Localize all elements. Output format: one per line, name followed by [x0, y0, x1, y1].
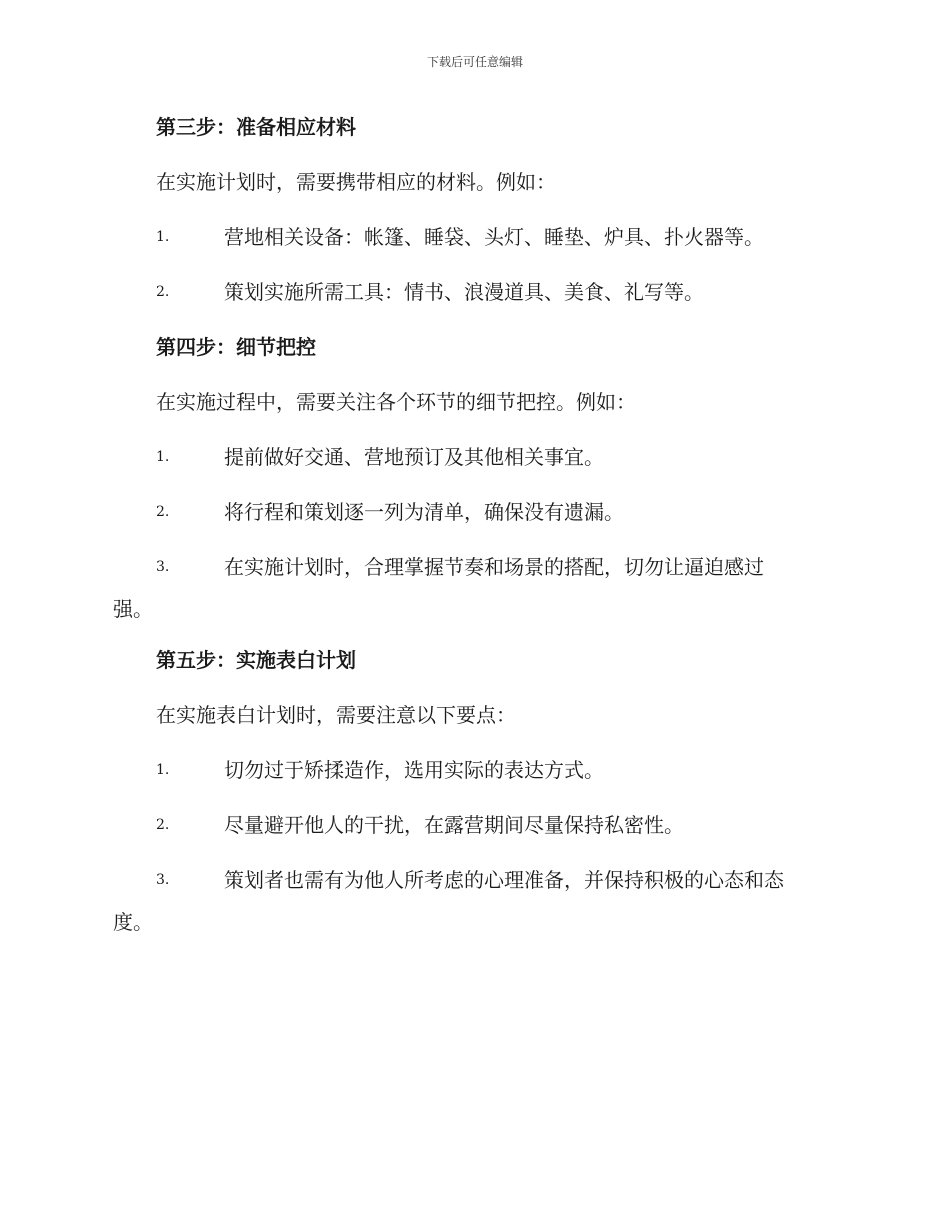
list-text: 将行程和策划逐一列为清单，确保没有遗漏。 [224, 500, 624, 524]
list-number: 1. [156, 229, 170, 245]
page-header: 下载后可任意编辑 [426, 55, 523, 69]
list-number: 2. [156, 817, 170, 833]
list-text: 尽量避开他人的干扰，在露营期间尽量保持私密性。 [224, 813, 684, 837]
list-number: 2. [156, 504, 170, 520]
list-text: 策划实施所需工具：情书、浪漫道具、美食、礼写等。 [224, 280, 704, 304]
section-intro-step3: 在实施计划时，需要携带相应的材料。例如： [156, 170, 556, 194]
list-item [113, 806, 843, 844]
list-number: 2. [156, 284, 170, 300]
list-number: 3. [156, 872, 170, 888]
section-heading-step5: 第五步：实施表白计划 [156, 648, 356, 672]
section-intro-step5: 在实施表白计划时，需要注意以下要点： [156, 703, 516, 727]
list-item [113, 493, 843, 531]
list-text: 营地相关设备：帐篷、睡袋、头灯、睡垫、炉具、扑火器等。 [224, 225, 764, 249]
section-heading-step4: 第四步：细节把控 [156, 335, 316, 359]
list-item [113, 273, 843, 311]
list-text-line1: 策划者也需有为他人所考虑的心理准备，并保持积极的心态和态 [224, 868, 784, 892]
list-item [113, 218, 843, 256]
list-item [113, 751, 843, 789]
list-number: 1. [156, 449, 170, 465]
list-text-line2: 强。 [113, 597, 153, 621]
list-item [113, 548, 843, 628]
list-text: 切勿过于矫揉造作，选用实际的表达方式。 [224, 758, 604, 782]
document-body [113, 108, 843, 954]
list-item [113, 438, 843, 476]
list-number: 3. [156, 559, 170, 575]
list-text-line1: 在实施计划时，合理掌握节奏和场景的搭配，切勿让逼迫感过 [224, 555, 764, 579]
section-intro-step4: 在实施过程中，需要关注各个环节的细节把控。例如： [156, 390, 636, 414]
section-heading-step3: 第三步：准备相应材料 [156, 115, 356, 139]
list-text-line2: 度。 [113, 910, 153, 934]
list-text: 提前做好交通、营地预订及其他相关事宜。 [224, 445, 604, 469]
list-item [113, 861, 843, 941]
list-number: 1. [156, 762, 170, 778]
